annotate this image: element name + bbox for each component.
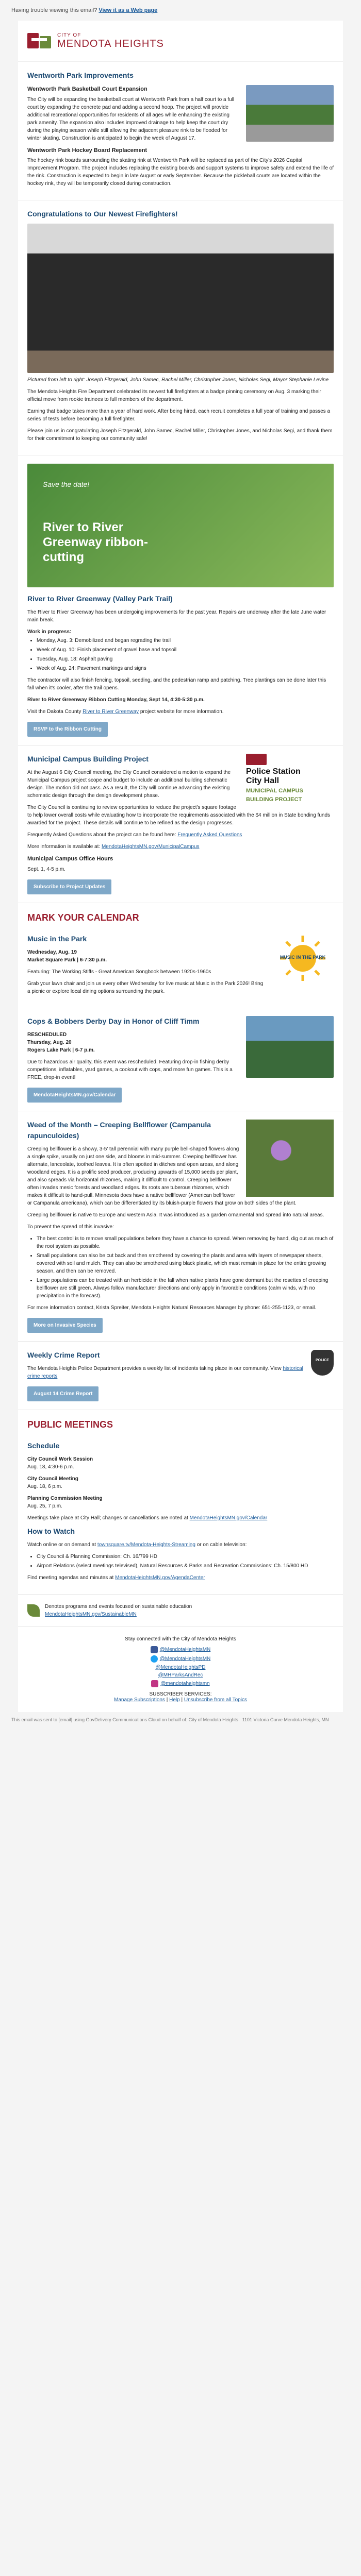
watch-list [27, 1553, 334, 1570]
stay-connected: Stay connected with the City of Mendota Heights [125, 1636, 236, 1642]
greenway-p1: The River to River Greenway has been undergoing improvements for the past year. Repairs are underway after the late June water main break. [27, 609, 326, 623]
weed-p4: For more information contact, Krista Spreiter, Mendota Heights Natural Resources Manager by phone: 651-255-1123, or email. [27, 1304, 317, 1311]
streaming-link[interactable]: townsquare.tv/Mendota-Heights-Streaming [97, 1541, 195, 1548]
meeting-item: City Council Work Session Aug. 18, 4:30-6 p.m. [27, 1456, 93, 1470]
agenda-p: Find meeting agendas and minutes at MendotaHeightsMN.gov/AgendaCenter [27, 1574, 205, 1581]
basketball-court-photo [246, 85, 334, 142]
watch-title: How to Watch [27, 1527, 75, 1535]
music-in-park-icon [272, 934, 334, 985]
music-date: Wednesday, Aug. 19 [27, 949, 77, 955]
municipal-img-line2: City Hall [246, 776, 280, 785]
top-notice-text: Having trouble viewing this email? [11, 7, 97, 13]
sustain-text: Denotes programs and events focused on sustainable education [45, 1603, 192, 1609]
email-header [18, 21, 343, 62]
twitter-link-2[interactable]: @MendotaHeightsPD [155, 1664, 206, 1670]
crime-report-button[interactable]: August 14 Crime Report [27, 1386, 99, 1401]
crime-section [18, 1342, 343, 1410]
crime-title: Weekly Crime Report [27, 1350, 100, 1359]
wentworth-sub1: Wentworth Park Basketball Court Expansion [27, 86, 147, 92]
historical-crime-link[interactable]: historical crime reports [27, 1365, 303, 1379]
list-item: • Monday, Aug. 3: Demobilized and began regrading the trail [37, 637, 334, 645]
weed-p3: To prevent the spread of this invasive: [27, 1224, 114, 1230]
schedule-title: Schedule [27, 1441, 60, 1450]
greenway-event: River to River Greenway Ribbon Cutting Monday, Sept 14, 4:30-5:30 p.m. [27, 697, 205, 703]
rsvp-button[interactable]: RSVP to the Ribbon Cutting [27, 722, 108, 737]
municipal-section [18, 745, 343, 903]
sustain-section [18, 1595, 343, 1627]
municipal-logo-icon [246, 754, 267, 765]
web-page-link[interactable]: View it as a Web page [99, 7, 158, 13]
cops-status: RESCHEDULED [27, 1031, 67, 1038]
list-item: • City Council & Planning Commission: Ch. 16/799 HD [37, 1553, 334, 1561]
office-hours-date: Sept. 1, 4-5 p.m. [27, 866, 65, 872]
watch-p: Watch online or on demand at townsquare.tv/Mendota-Heights-Streaming or on cable television: [27, 1541, 247, 1548]
cops-p: Due to hazardous air quality, this event was rescheduled. Featuring drop-in fishing derby competitions, inflatables, yard games, a cookout with cops, and more fun games. This is a FREE, drop-in event! [27, 1059, 233, 1080]
greenway-work-label: Work in progress: [27, 629, 72, 635]
subscribe-updates-button[interactable]: Subscribe to Project Updates [27, 879, 111, 894]
firefighters-caption: Pictured from left to right: Joseph Fitzgerald, John Samec, Rachel Miller, Christopher Jones, Nicholas Segi, Mayor Stephanie Levine [27, 377, 329, 383]
invasive-species-button[interactable]: More on Invasive Species [27, 1318, 103, 1333]
municipal-img-line3: MUNICIPAL CAMPUS [246, 788, 303, 794]
police-badge-icon: POLICE [311, 1350, 334, 1376]
list-item: • Tuesday, Aug. 18: Asphalt paving [37, 655, 334, 663]
wentworth-sub2: Wentworth Park Hockey Board Replacement [27, 147, 147, 154]
calendar-title: MARK YOUR CALENDAR [27, 912, 139, 923]
greenway-p3: Visit the Dakota County River to River Greenway project website for more information. [27, 709, 224, 715]
logo-text: CITY OF MENDOTA HEIGHTS [57, 32, 164, 49]
cops-place: Rogers Lake Park | 6-7 p.m. [27, 1047, 95, 1053]
list-item: • The best control is to remove small populations before they have a chance to spread. When removing by hand, dig out as much of the root system as possible. [37, 1235, 334, 1250]
public-section [18, 1432, 343, 1595]
wentworth-section [18, 62, 343, 200]
wentworth-title: Wentworth Park Improvements [27, 71, 134, 79]
music-place: Market Square Park | 6-7:30 p.m. [27, 957, 107, 963]
music-feature: Featuring: The Working Stiffs - Great American Songbook between 1920s-1960s [27, 969, 211, 975]
sustain-link[interactable]: MendotaHeightsMN.gov/SustainableMN [45, 1611, 137, 1617]
municipal-p1: At the August 6 City Council meeting, the City Council considered a motion to expand the Municipal Campus project scope and budget to include an additional building schematic design. The motion did not pass. As a result, the City will continue advancing the existing schematic design through the design development phase. [27, 770, 231, 799]
twitter-link-3[interactable]: @MHParksAndRec [158, 1672, 203, 1678]
instagram-icon [151, 1680, 158, 1687]
firefighters-p3: Please join us in congratulating Joseph Fitzgerald, John Samec, Rachel Miller, Christopher Jones, and Nicholas Segi, and thank them for their commitment to keeping our community safe! [27, 428, 333, 442]
meeting-item: City Council Meeting Aug. 18, 6 p.m. [27, 1476, 78, 1489]
faq-link[interactable]: Frequently Asked Questions [177, 832, 242, 838]
firefighters-title: Congratulations to Our Newest Firefighters! [27, 210, 178, 218]
twitter-link-1[interactable]: @MendotaHeightsMN [159, 1656, 211, 1662]
calendar-link[interactable]: MendotaHeightsMN.gov/Calendar [189, 1515, 268, 1521]
municipal-img-line4: BUILDING PROJECT [246, 796, 302, 803]
municipal-p4: More information is available at: MendotaHeightsMN.gov/MunicipalCampus [27, 844, 200, 850]
office-hours-title: Municipal Campus Office Hours [27, 856, 113, 862]
municipal-p2: The City Council is continuing to review opportunities to reduce the project's square footage to help lower overall costs while evaluating how to incorporate the requirements associated with the $4 million in State bonding funds awarded for the project. These details will continue to be refined as the design progresses. [27, 805, 331, 826]
facebook-icon [151, 1646, 158, 1653]
music-section [18, 925, 343, 1008]
municipal-title: Municipal Campus Building Project [27, 755, 149, 763]
leaf-icon [27, 1604, 40, 1617]
firefighters-photo [27, 224, 334, 373]
bottom-note: This email was sent to [email] using GovDelivery Communications Cloud on behalf of: City of Mendota Heights · 1101 Victoria Curve Mendota Heights, MN [11, 1717, 329, 1722]
footer [18, 1627, 343, 1712]
list-item: • Small populations can also be cut back and then smothered by covering the plants and area with layers of newspaper sheets, covered with soil and mulch. They can also be smothered using black plastic, which must remain in place for the entire growing season, and then can be removed. [37, 1252, 334, 1275]
cops-section [18, 1008, 343, 1111]
subscriber-links: Manage Subscriptions | Help | Unsubscribe from all Topics [114, 1697, 247, 1703]
sun-text: MUSIC IN THE PARK [280, 954, 326, 960]
instagram-link[interactable]: @mendotaheightsmn [160, 1681, 210, 1687]
weed-list [27, 1235, 334, 1300]
greenway-banner [27, 464, 334, 587]
firefighters-p2: Earning that badge takes more than a year of hard work. After being hired, each recruit completes a full year of training and passes a series of tests before becoming a full firefighter. [27, 409, 331, 422]
cops-photo [246, 1016, 334, 1078]
greenway-title: River to River Greenway (Valley Park Trail) [27, 595, 173, 603]
top-notice [0, 0, 361, 21]
list-item: • Week of Aug. 10: Finish placement of gravel base and topsoil [37, 646, 334, 654]
unsubscribe-link[interactable]: Unsubscribe from all Topics [184, 1697, 247, 1703]
twitter-icon [151, 1655, 158, 1663]
weed-p2: Creeping bellflower is native to Europe and western Asia. It was introduced as a garden ornamental and spread into natural areas. [27, 1212, 324, 1218]
bellflower-photo [246, 1120, 334, 1197]
greenway-banner-title: River to River Greenway ribbon-cutting [43, 520, 149, 564]
facebook-link[interactable]: @MendotaHeightsMN [159, 1647, 211, 1653]
manage-subscriptions-link[interactable]: Manage Subscriptions [114, 1697, 165, 1703]
wentworth-p2: The hockey rink boards surrounding the skating rink at Wentworth Park will be replaced as part of the City's 2026 Capital Improvement Program. The project includes replacing the existing boards and support systems to improve safety and extend the life of the rink. Construction is expected to begin in late August or early September. Because the pickleball courts are located within the hockey rink, they will be temporarily closed during construction. [27, 158, 334, 187]
municipal-campus-link[interactable]: MendotaHeightsMN.gov/MunicipalCampus [101, 844, 200, 850]
agenda-link[interactable]: MendotaHeightsMN.gov/AgendaCenter [115, 1574, 205, 1581]
cops-title: Cops & Bobbers Derby Day in Honor of Cliff Timm [27, 1016, 200, 1025]
music-p: Grab your lawn chair and join us every other Wednesday for live music at Music in the Park 2026! Bring a picnic or explore local dining options surrounding the park. [27, 980, 264, 994]
greenway-link[interactable]: River to River Greenway [83, 709, 139, 715]
email-body [18, 21, 343, 1712]
weed-title: Weed of the Month – Creeping Bellflower (Campanula rapunculoides) [27, 1120, 211, 1140]
municipal-img-line1: Police Station [246, 767, 301, 776]
music-title: Music in the Park [27, 934, 87, 943]
subscriber-services: SUBSCRIBER SERVICES: [149, 1691, 212, 1697]
greenway-section [18, 455, 343, 745]
list-item: • Large populations can be treated with an herbicide in the fall when native plants have gone dormant but the rosettes of creeping bellflower are still green. Always follow manufacturer directions and only apply in favorable conditions (calm winds, with no precipitation in the forecast). [37, 1277, 334, 1300]
public-meetings-title: PUBLIC MEETINGS [27, 1419, 113, 1430]
city-logo-icon [27, 30, 53, 53]
wentworth-p1: The City will be expanding the basketball court at Wentworth Park from a half court to a full court by expanding the concrete pad and adding a second hoop. The project will provide additional recreational opportunities for residents of all ages while enhancing the existing park amenity. The expansion also includes improved drainage to help keep the court dry during the playing season while still allowing the adjacent pleasure rink to be flooded for winter skating. Construction is anticipated to begin the week of August 17. [27, 96, 235, 141]
calendar-button[interactable]: MendotaHeightsMN.gov/Calendar [27, 1088, 122, 1103]
weed-section [18, 1111, 343, 1342]
greenway-banner-top: Save the date! [43, 480, 90, 488]
crime-p: The Mendota Heights Police Department provides a weekly list of incidents taking place in our community. View historical crime reports [27, 1365, 303, 1379]
meeting-note: Meetings take place at City Hall; changes or cancellations are noted at MendotaHeightsMN.gov/Calendar [27, 1515, 268, 1521]
list-item: • Airport Relations (select meetings televised), Natural Resources & Parks and Recreation Commissions: Ch. 15/800 HD [37, 1562, 334, 1570]
greenway-p2: The contractor will also finish fencing, topsoil, seeding, and the pedestrian ramp and patching. Tree plantings can be done later this fall when it's cooler, after the trail opens. [27, 677, 326, 691]
weed-p1: Creeping bellflower is a showy, 3-5' tall perennial with many purple bell-shaped flowers along a single spike, usually on just one side, and blooms in mid-summer. Creeping bellflower has alternate, lanceolate, toothed leaves. It is often spotted in ditches and open areas, and along woodland edges. It is a prolific seed producer, producing upwards of 15,000 seeds per plant, and also spreads via horizontal rhizomes, making it difficult to control. Creeping bellflower often invades mesic forests and woodland edges. Its roots are tuberous rhizomes, which makes it difficult to hand-pull. Minnesota does have a native bellflower (American bellflower or Campanula americana), which can be differentiated by its bluish-purple flowers that grow on both sides of the plant. [27, 1146, 297, 1206]
social-links [27, 1646, 334, 1687]
cops-date: Thursday, Aug. 20 [27, 1039, 72, 1045]
firefighters-section [18, 200, 343, 455]
help-link[interactable]: Help [169, 1697, 180, 1703]
firefighters-p1: The Mendota Heights Fire Department celebrated its newest full firefighters at a badge pinning ceremony on Aug. 3 marking their official move from rookie trainees to full members of the department. [27, 389, 321, 402]
greenway-work-list [27, 637, 334, 672]
municipal-p3: Frequently Asked Questions about the project can be found here: Frequently Asked Questions [27, 832, 242, 838]
meeting-item: Planning Commission Meeting Aug. 25, 7 p.m. [27, 1495, 103, 1509]
municipal-logo-graphic [246, 754, 334, 805]
list-item: • Week of Aug. 24: Pavement markings and signs [37, 665, 334, 672]
